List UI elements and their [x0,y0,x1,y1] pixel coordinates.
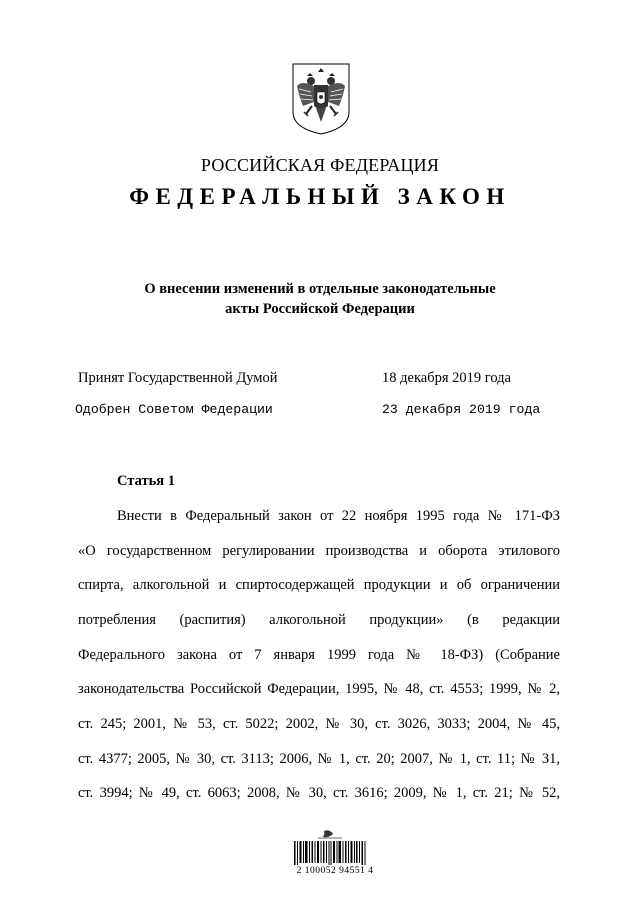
barcode-number: 2 100052 94551 4 [296,866,374,876]
article-text-line: потребления (распития) алкогольной продукции» (в редакции [78,612,560,628]
adoption-row-duma [78,370,558,390]
article-text-line: законодательства Российской Федерации, 1995, № 48, ст. 4553; 1999, № 2, [78,681,560,697]
law-title-line: О внесении изменений в отдельные законодательные [144,281,496,297]
article-text-line: Федерального закона от 7 января 1999 года № 18-ФЗ) (Собрание [78,647,560,663]
article-text-line: ст. 3994; № 49, ст. 6063; 2008, № 30, ст. 3616; 2009, № 1, ст. 21; № 52, [78,785,560,801]
adoption-label: Принят Государственной Думой [78,370,278,386]
article-text-line: «О государственном регулировании производства и оборота этилового [78,543,560,559]
document-type: ФЕДЕРАЛЬНЫЙ ЗАКОН [129,184,511,209]
country-name: РОССИЙСКАЯ ФЕДЕРАЦИЯ [200,155,440,175]
law-title-line: акты Российской Федерации [225,301,415,317]
adoption-date: 18 декабря 2019 года [382,370,511,386]
article-heading: Статья 1 [117,473,175,489]
article-text-line: ст. 4377; 2005, № 30, ст. 3113; 2006, № 1, ст. 20; 2007, № 1, ст. 11; № 31, [78,751,560,767]
coat-of-arms-icon [290,62,352,136]
article-text-line: Внести в Федеральный закон от 22 ноября 1995 года № 171-ФЗ [117,508,560,524]
adoption-row-council [75,402,558,422]
article-text-line: ст. 245; 2001, № 53, ст. 5022; 2002, № 30, ст. 3026, 3033; 2004, № 45, [78,716,560,732]
adoption-label: Одобрен Советом Федерации [75,402,273,417]
adoption-date: 23 декабря 2019 года [382,402,541,417]
law-title [100,279,540,319]
article-text-line: спирта, алкогольной и спиртосодержащей продукции и об ограничении [78,577,560,593]
